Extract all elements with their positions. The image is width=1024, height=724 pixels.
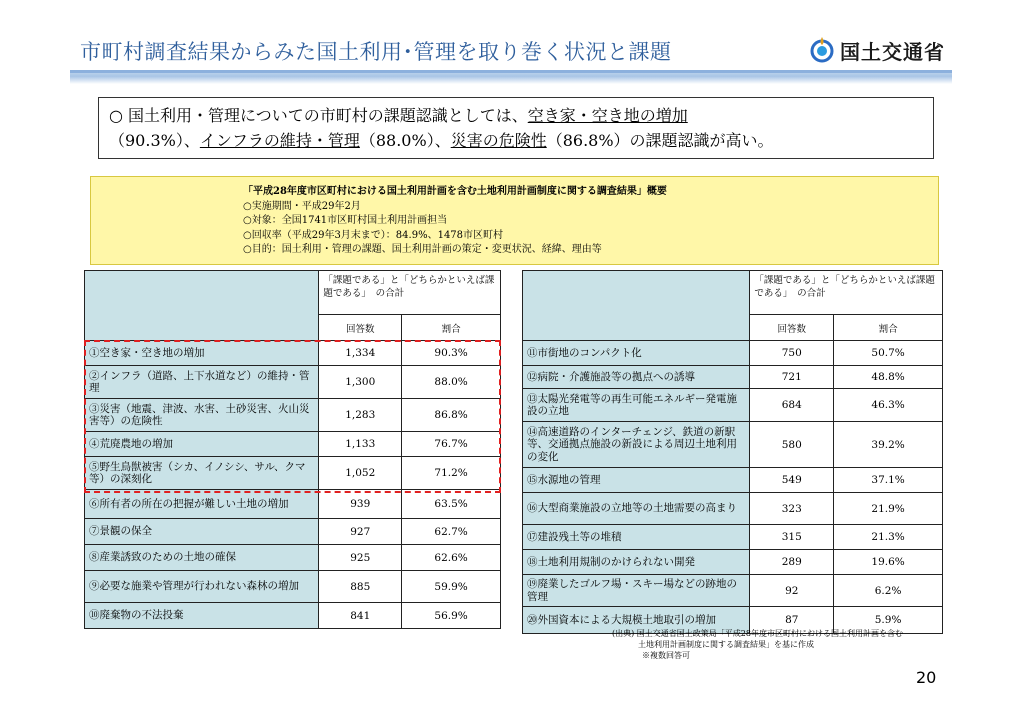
- survey-line: ○実施期間・平成29年2月: [243, 200, 361, 212]
- ministry-logo: [810, 30, 945, 70]
- row-count: 549: [750, 468, 834, 493]
- row-ratio: 88.0%: [402, 366, 501, 399]
- survey-line: ○回収率（平成29年3月末まで）：84.9%、1478市区町村: [243, 229, 504, 241]
- row-ratio: 21.3%: [834, 525, 943, 550]
- table-row: [523, 422, 943, 468]
- source-footnote: ※複数回答可: [642, 651, 690, 660]
- table-row: [523, 366, 943, 389]
- table-row: [85, 545, 501, 571]
- table-row: [85, 519, 501, 545]
- col-ratio-header: 割合: [402, 315, 501, 341]
- row-label: ⑥所有者の所在の把握が難しい土地の増加: [85, 490, 319, 519]
- row-label: ②インフラ（道路、上下水道など）の維持・管理: [85, 366, 319, 399]
- summary-text: （88.0%）、: [359, 131, 451, 150]
- table-row: [85, 399, 501, 432]
- row-ratio: 62.7%: [402, 519, 501, 545]
- row-count: 927: [319, 519, 402, 545]
- right-results-table: [522, 270, 943, 634]
- title-rule-line: [70, 70, 952, 73]
- row-count: 1,052: [319, 457, 402, 490]
- page-number: 20: [916, 668, 937, 687]
- summary-text: （90.3%）、: [109, 131, 200, 150]
- row-label: ⑳外国資本による大規模土地取引の増加: [523, 607, 750, 634]
- row-label: ⑭高速道路のインターチェンジ、鉄道の新駅等、交通拠点施設の新設による周辺土地利用の変化: [523, 422, 750, 468]
- table-row: [523, 550, 943, 575]
- survey-line: ○目的：国土利用・管理の課題、国土利用計画の策定・変更状況、経緯、理由等: [243, 244, 602, 256]
- header-blank-cell: [85, 271, 319, 341]
- row-count: 1,133: [319, 432, 402, 457]
- row-ratio: 90.3%: [402, 341, 501, 366]
- row-count: 580: [750, 422, 834, 468]
- row-count: 750: [750, 341, 834, 366]
- table-row: [85, 490, 501, 519]
- table-row: [523, 389, 943, 422]
- header-blank-cell: [523, 271, 750, 341]
- row-ratio: 6.2%: [834, 575, 943, 607]
- table-row: [85, 366, 501, 399]
- source-line: (出典) 国土交通省国土政策局「平成28年度市区町村における国土利用計画を含む: [612, 629, 903, 638]
- table-header-row: [523, 271, 943, 315]
- row-label: ⑩廃棄物の不法投棄: [85, 603, 319, 629]
- row-label: ⑬太陽光発電等の再生可能エネルギー発電施設の立地: [523, 389, 750, 422]
- row-ratio: 63.5%: [402, 490, 501, 519]
- row-count: 92: [750, 575, 834, 607]
- summary-highlight-disaster: 災害の危険性: [450, 131, 547, 150]
- table-row: [523, 493, 943, 525]
- mlit-logo-icon: [810, 35, 834, 65]
- row-label: ⑦景観の保全: [85, 519, 319, 545]
- row-count: 721: [750, 366, 834, 389]
- row-ratio: 5.9%: [834, 607, 943, 634]
- table-row: [85, 571, 501, 603]
- row-ratio: 86.8%: [402, 399, 501, 432]
- row-count: 925: [319, 545, 402, 571]
- left-results-table: [84, 270, 501, 629]
- survey-overview-box: [90, 176, 939, 265]
- logo-text: 国土交通省: [840, 39, 945, 64]
- col-count-header: 回答数: [750, 315, 834, 341]
- source-line: 土地利用計画制度に関する調査結果」を基に作成: [638, 640, 814, 649]
- row-count: 939: [319, 490, 402, 519]
- row-count: 1,283: [319, 399, 402, 432]
- table-header: 「課題である」と「どちらかといえば課題である」 の合計: [750, 271, 943, 315]
- table-row: [85, 341, 501, 366]
- summary-box: [98, 97, 934, 159]
- row-label: ⑲廃業したゴルフ場・スキー場などの跡地の管理: [523, 575, 750, 607]
- row-ratio: 50.7%: [834, 341, 943, 366]
- table-row: [523, 525, 943, 550]
- row-ratio: 71.2%: [402, 457, 501, 490]
- row-ratio: 39.2%: [834, 422, 943, 468]
- row-ratio: 59.9%: [402, 571, 501, 603]
- summary-highlight-infra: インフラの維持・管理: [199, 131, 360, 150]
- row-count: 1,300: [319, 366, 402, 399]
- row-label: ⑧産業誘致のための土地の確保: [85, 545, 319, 571]
- row-label: ⑱土地利用規制のかけられない開発: [523, 550, 750, 575]
- row-ratio: 62.6%: [402, 545, 501, 571]
- survey-title: 「平成28年度市区町村における国土利用計画を含む土地利用計画制度に関する調査結果」概要: [243, 186, 667, 197]
- row-label: ④荒廃農地の増加: [85, 432, 319, 457]
- table-row: [523, 341, 943, 366]
- source-note: [612, 628, 952, 661]
- row-count: 885: [319, 571, 402, 603]
- row-ratio: 48.8%: [834, 366, 943, 389]
- row-label: ⑯大型商業施設の立地等の土地需要の高まり: [523, 493, 750, 525]
- row-label: ⑤野生鳥獣被害（シカ、イノシシ、サル、クマ等）の深刻化: [85, 457, 319, 490]
- row-count: 1,334: [319, 341, 402, 366]
- row-count: 841: [319, 603, 402, 629]
- table-row: [85, 457, 501, 490]
- row-count: 315: [750, 525, 834, 550]
- row-count: 684: [750, 389, 834, 422]
- col-count-header: 回答数: [319, 315, 402, 341]
- table-header: 「課題である」と「どちらかといえば課題である」 の合計: [319, 271, 501, 315]
- row-ratio: 21.9%: [834, 493, 943, 525]
- table-row: [523, 575, 943, 607]
- row-ratio: 37.1%: [834, 468, 943, 493]
- row-label: ⑫病院・介護施設等の拠点への誘導: [523, 366, 750, 389]
- row-label: ⑪市街地のコンパクト化: [523, 341, 750, 366]
- summary-text: ○ 国土利用・管理についての市町村の課題認識としては、: [109, 106, 528, 125]
- table-row: [523, 468, 943, 493]
- table-row: [85, 603, 501, 629]
- page-title: 市町村調査結果からみた国土利用･管理を取り巻く状況と課題: [80, 40, 672, 64]
- row-count: 87: [750, 607, 834, 634]
- col-ratio-header: 割合: [834, 315, 943, 341]
- row-ratio: 46.3%: [834, 389, 943, 422]
- table-header-row: [85, 271, 501, 315]
- row-count: 323: [750, 493, 834, 525]
- table-row: [85, 432, 501, 457]
- row-label: ⑮水源地の管理: [523, 468, 750, 493]
- row-label: ⑰建設残土等の堆積: [523, 525, 750, 550]
- summary-highlight-vacant: 空き家・空き地の増加: [527, 106, 688, 125]
- row-label: ⑨必要な施業や管理が行われない森林の増加: [85, 571, 319, 603]
- row-ratio: 19.6%: [834, 550, 943, 575]
- row-label: ③災害（地震、津波、水害、土砂災害、火山災害等）の危険性: [85, 399, 319, 432]
- row-ratio: 76.7%: [402, 432, 501, 457]
- survey-line: ○対象：全国1741市区町村国土利用計画担当: [243, 215, 448, 227]
- row-ratio: 56.9%: [402, 603, 501, 629]
- row-count: 289: [750, 550, 834, 575]
- row-label: ①空き家・空き地の増加: [85, 341, 319, 366]
- summary-text: （86.8%）の課題認識が高い。: [546, 131, 774, 150]
